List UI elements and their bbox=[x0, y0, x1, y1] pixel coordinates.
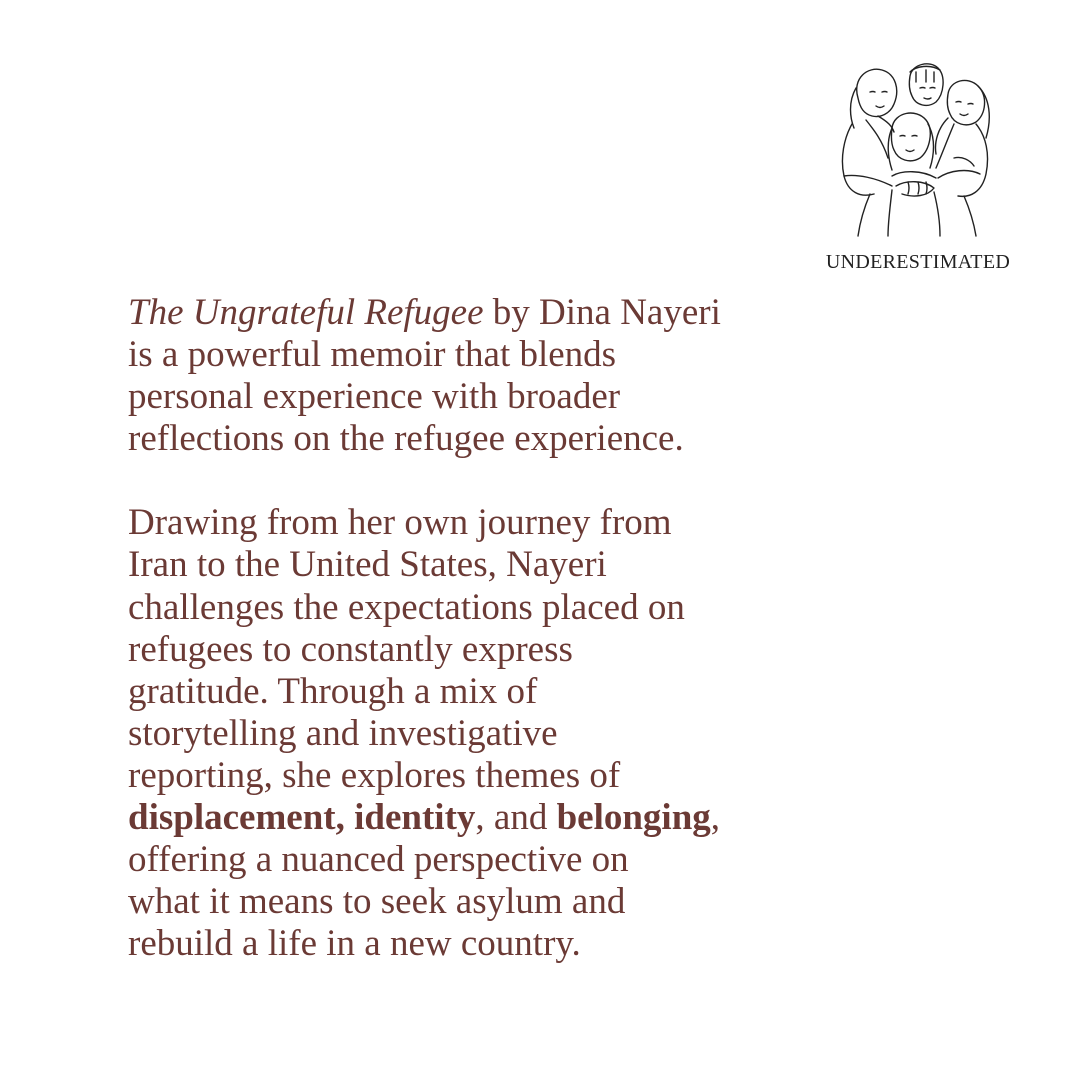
intro-paragraph bbox=[128, 292, 828, 460]
theme-displacement: displacement bbox=[128, 797, 336, 839]
book-title: The Ungrateful Refugee bbox=[128, 292, 484, 333]
theme-belonging: belonging bbox=[556, 797, 711, 839]
four-women-illustration-icon bbox=[830, 58, 1006, 238]
text-line: rebuild a life in a new country. bbox=[128, 923, 581, 965]
text-line: Iran to the United States, Nayeri bbox=[128, 544, 607, 586]
text-line: refugees to constantly express bbox=[128, 628, 573, 670]
text-line: offering a nuanced perspective on bbox=[128, 839, 629, 881]
text-line: reflections on the refugee experience. bbox=[128, 418, 684, 460]
book-review-text bbox=[128, 292, 828, 965]
themes-line bbox=[128, 797, 828, 839]
theme-separator: , and bbox=[475, 797, 557, 839]
theme-identity: identity bbox=[354, 797, 476, 839]
text-line: reporting, she explores themes of bbox=[128, 754, 621, 796]
theme-separator: , bbox=[335, 797, 355, 839]
brand-wordmark: UNDERESTIMATED bbox=[825, 251, 1011, 273]
text-line: challenges the expectations placed on bbox=[128, 586, 685, 628]
text-line: storytelling and investigative bbox=[128, 712, 558, 754]
text-line: gratitude. Through a mix of bbox=[128, 670, 538, 712]
brand-logo bbox=[808, 58, 1028, 288]
theme-separator: , bbox=[710, 797, 721, 839]
author-credit: by Dina Nayeri bbox=[483, 292, 721, 333]
text-line bbox=[128, 292, 828, 334]
text-line: personal experience with broader bbox=[128, 376, 621, 418]
text-line: what it means to seek asylum and bbox=[128, 881, 626, 923]
summary-paragraph bbox=[128, 502, 828, 965]
text-line: is a powerful memoir that blends bbox=[128, 334, 617, 376]
text-line: Drawing from her own journey from bbox=[128, 502, 672, 544]
